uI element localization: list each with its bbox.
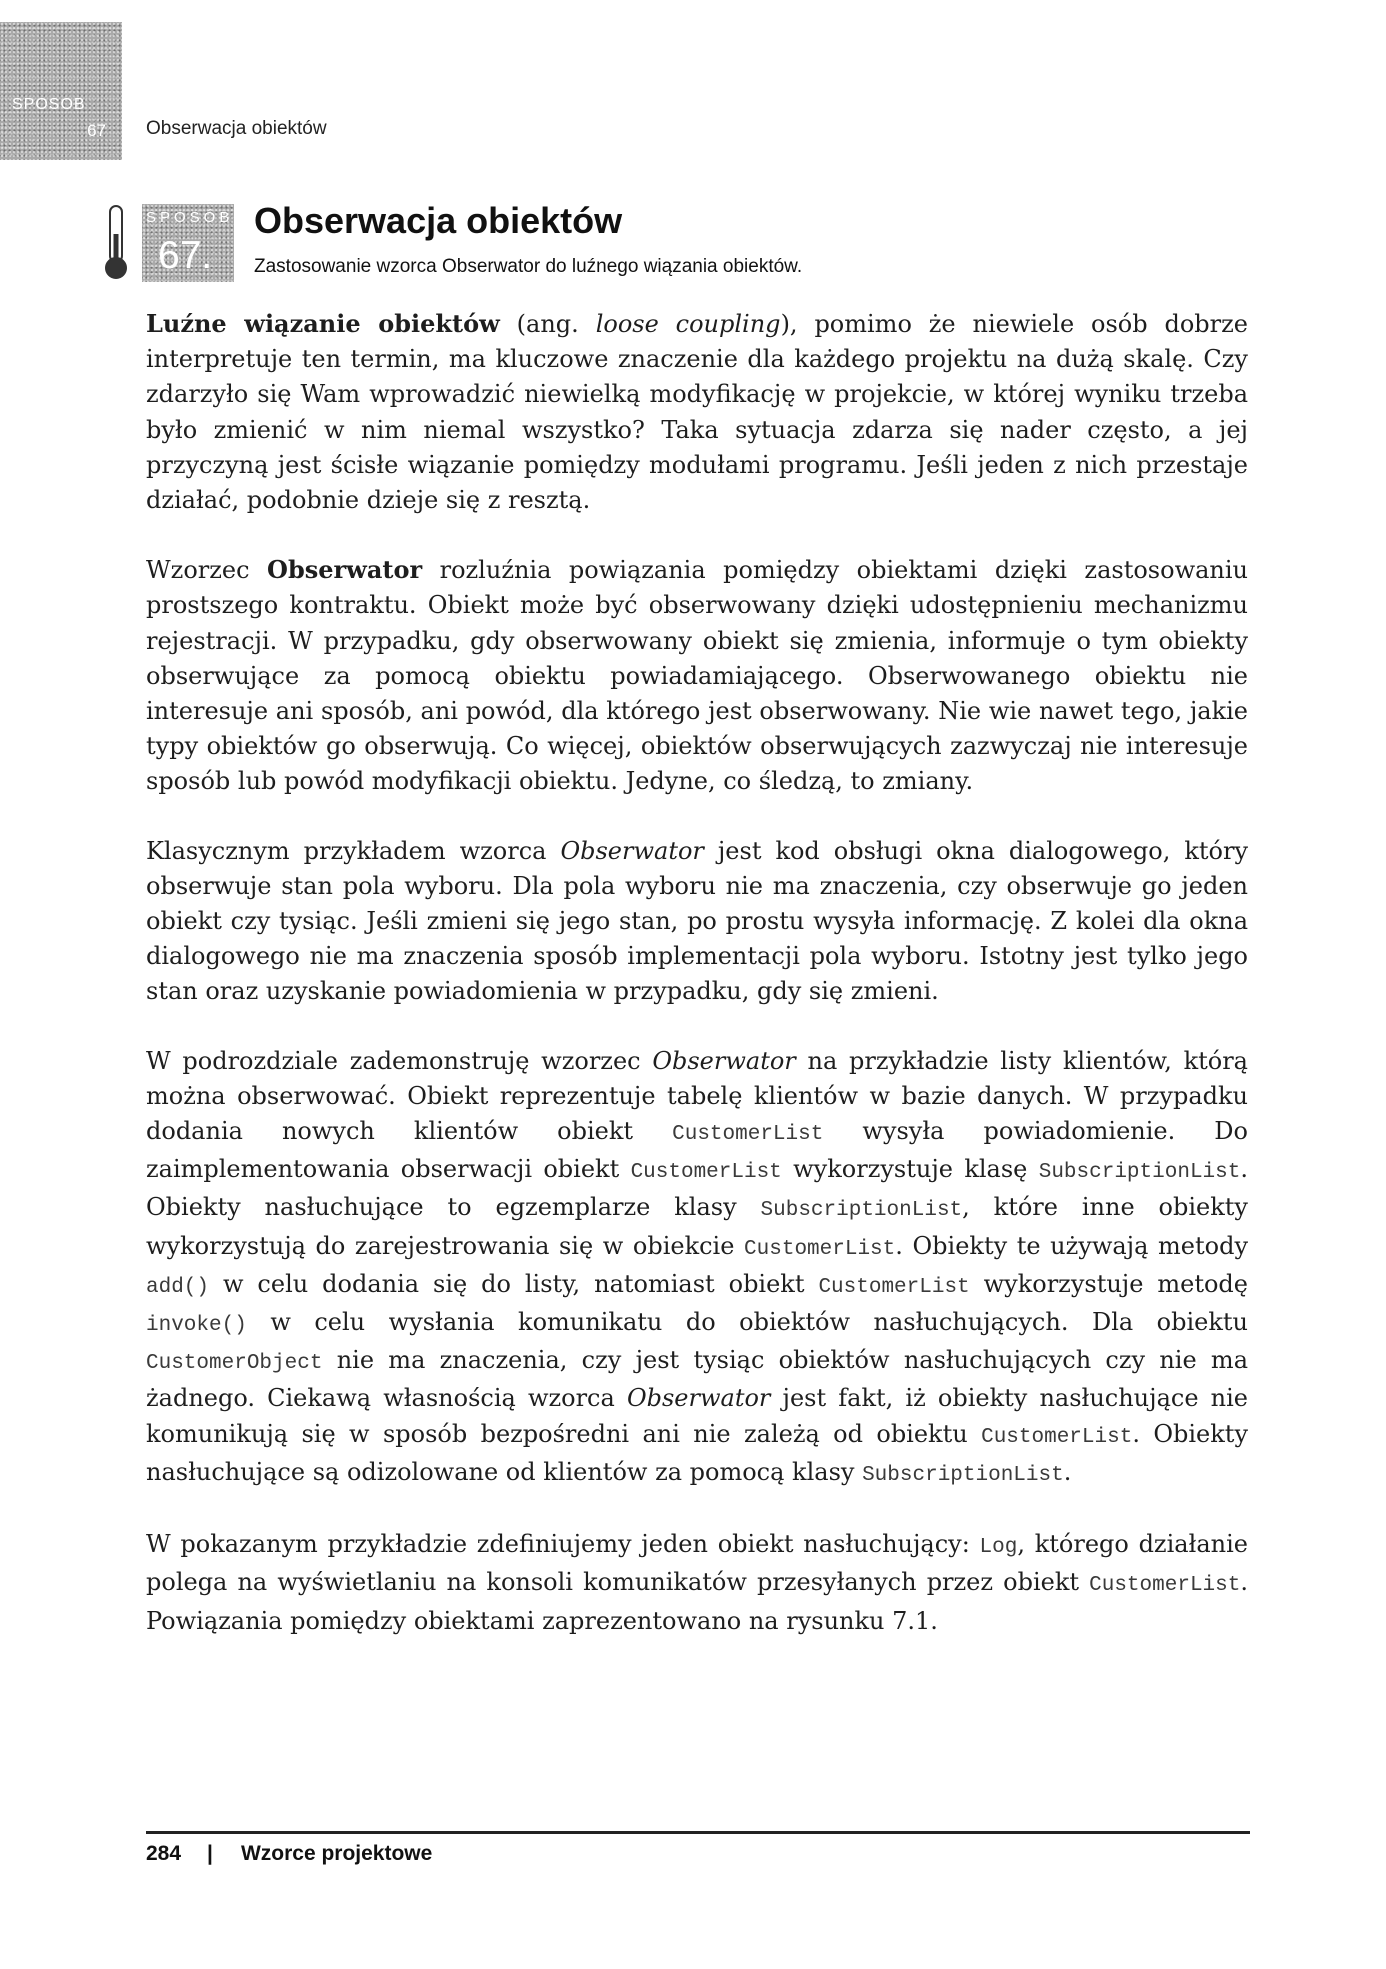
section-tab-number: 67 <box>87 121 106 140</box>
section-tab <box>0 22 122 160</box>
thermometer-icon <box>104 204 128 280</box>
code-identifier: CustomerList <box>630 1161 782 1185</box>
running-header-title: Obserwacja obiektów <box>146 118 327 139</box>
paragraph <box>146 306 1248 518</box>
italic-term: Obserwator <box>652 1046 796 1075</box>
text-run: . Obiekty te używają metody <box>895 1231 1248 1260</box>
text-run: , którego działanie polega na wyświetlaniu na konsoli komunikatów przesyłanych przez obiekt <box>146 1530 1248 1597</box>
book-title: Wzorce projektowe <box>240 1842 433 1865</box>
text-run: rozluźnia powiązania pomiędzy obiektami dzięki zastosowaniu prostszego kontraktu. Obiekt może być obserwowany dzięki udostępnieniu mechanizmu rejestracji. W przypadku, gdy obserwowany obiekt się zmienia, informuje o tym obiekty obserwujące za pomocą obiektu powiadamiającego. Obserwowanego obiektu nie interesuje ani sposób, ani powód, dla którego jest obserwowany. Nie wie nawet tego, jakie typy obiektów go obserwują. Co więcej, obiektów obserwujących zazwyczaj nie interesuje sposób lub powód modyfikacji obiektu. Jedyne, co śledzą, to zmiany. <box>146 556 1249 796</box>
code-identifier: Log <box>979 1536 1018 1560</box>
text-run: . Powiązania pomiędzy obiektami zaprezentowano na rysunku 7.1. <box>146 1568 1248 1635</box>
text-run: . Obiekty nasłuchujące to egzemplarze klasy <box>146 1155 1248 1222</box>
code-identifier: SubscriptionList <box>760 1199 963 1223</box>
section-tab-label: SPOSOB <box>12 96 86 113</box>
text-run: na przykładzie listy klientów, którą można obserwować. Obiekt reprezentuje tabelę klientów w bazie danych. W przypadku dodania nowych klientów obiekt <box>146 1046 1248 1146</box>
text-run: , które inne obiekty wykorzystują do zarejestrowania się w obiekcie <box>146 1193 1248 1260</box>
code-identifier: CustomerList <box>1089 1574 1241 1598</box>
hack-badge-number: 67. <box>158 234 213 277</box>
text-run: w celu dodania się do listy, natomiast obiekt <box>209 1269 819 1298</box>
paragraph <box>146 834 1248 1010</box>
code-identifier: CustomerList <box>818 1275 970 1299</box>
text-run: Wzorzec <box>146 556 268 585</box>
code-identifier: SubscriptionList <box>1038 1161 1241 1185</box>
paragraph <box>146 1527 1248 1639</box>
code-identifier: CustomerObject <box>146 1352 323 1376</box>
text-run: Klasycznym przykładem wzorca <box>146 836 561 865</box>
footer-rule <box>146 1831 1250 1834</box>
text-run: jest fakt, iż obiekty nasłuchujące nie komunikują się w sposób bezpośredni ani nie zależą od obiektu <box>146 1384 1248 1448</box>
text-run: jest kod obsługi okna dialogowego, który obserwuje stan pola wyboru. Dla pola wyboru nie ma znaczenia, czy obserwuje go jeden obiekt czy tysiąc. Jeśli zmieni się jego stan, po prostu wysyła informację. Z kolei dla okna dialogowego nie ma znaczenia sposób implementacji pola wyboru. Istotny jest tylko jego stan oraz uzyskanie powiadomienia w przypadku, gdy się zmieni. <box>146 836 1249 1006</box>
text-run: W pokazanym przykładzie zdefiniujemy jeden obiekt nasłuchujący: <box>146 1530 980 1559</box>
text-run: w celu wysłania komunikatu do obiektów nasłuchujących. Dla obiektu <box>246 1308 1248 1337</box>
hack-title: Obserwacja obiektów <box>254 200 623 241</box>
paragraph <box>146 1044 1248 1493</box>
code-identifier: CustomerList <box>744 1237 896 1261</box>
page-number: 284 <box>146 1842 182 1865</box>
code-identifier: SubscriptionList <box>862 1463 1064 1487</box>
text-run: wykorzystuje klasę <box>781 1155 1039 1184</box>
text-run: ), pomimo że niewiele osób dobrze interpretuje ten termin, ma kluczowe znaczenie dla każdego projektu na dużą skalę. Czy zdarzyło się Wam wprowadzić niewielką modyfikację w projekcie, w której wyniku trzeba było zmienić w nim niemal wszystko? Taka sytuacja zdarza się nader często, a jej przyczyną jest ścisłe wiązanie pomiędzy modułami programu. Jeśli jeden z nich przestaje działać, podobnie dzieje się z resztą. <box>146 310 1248 515</box>
italic-term: Obserwator <box>560 836 704 865</box>
code-identifier: add() <box>146 1275 210 1299</box>
text-run: . <box>1063 1457 1072 1486</box>
text-run: wykorzystuje metodę <box>969 1269 1248 1298</box>
italic-term: loose coupling <box>595 310 781 338</box>
text-run: . Obiekty nasłuchujące są odizolowane od klientów za pomocą klasy <box>146 1419 1248 1486</box>
text-run: (ang. <box>499 310 596 338</box>
bold-term: Luźne wiązanie obiektów <box>146 309 500 338</box>
footer-separator: | <box>207 1842 213 1865</box>
hack-subtitle: Zastosowanie wzorca Obserwator do luźnego wiązania obiektów. <box>254 256 803 277</box>
bold-term: Obserwator <box>267 555 423 585</box>
page-footer <box>146 1842 432 1866</box>
text-run: wysyła powiadomienie. Do zaimplementowania obserwacji obiekt <box>146 1117 1249 1184</box>
text-run: W podrozdziale zademonstruję wzorzec <box>146 1046 653 1075</box>
code-identifier: CustomerList <box>981 1425 1133 1449</box>
hack-badge <box>142 204 234 282</box>
code-identifier: invoke() <box>146 1314 247 1338</box>
code-identifier: CustomerList <box>672 1123 824 1147</box>
body-text <box>146 306 1248 1639</box>
paragraph <box>146 552 1248 799</box>
italic-term: Obserwator <box>626 1384 771 1413</box>
text-run: nie ma znaczenia, czy jest tysiąc obiektów nasłuchujących czy nie ma żadnego. Ciekawą własnością wzorca <box>146 1346 1248 1413</box>
hack-badge-label: SPOSÓB <box>146 209 234 226</box>
